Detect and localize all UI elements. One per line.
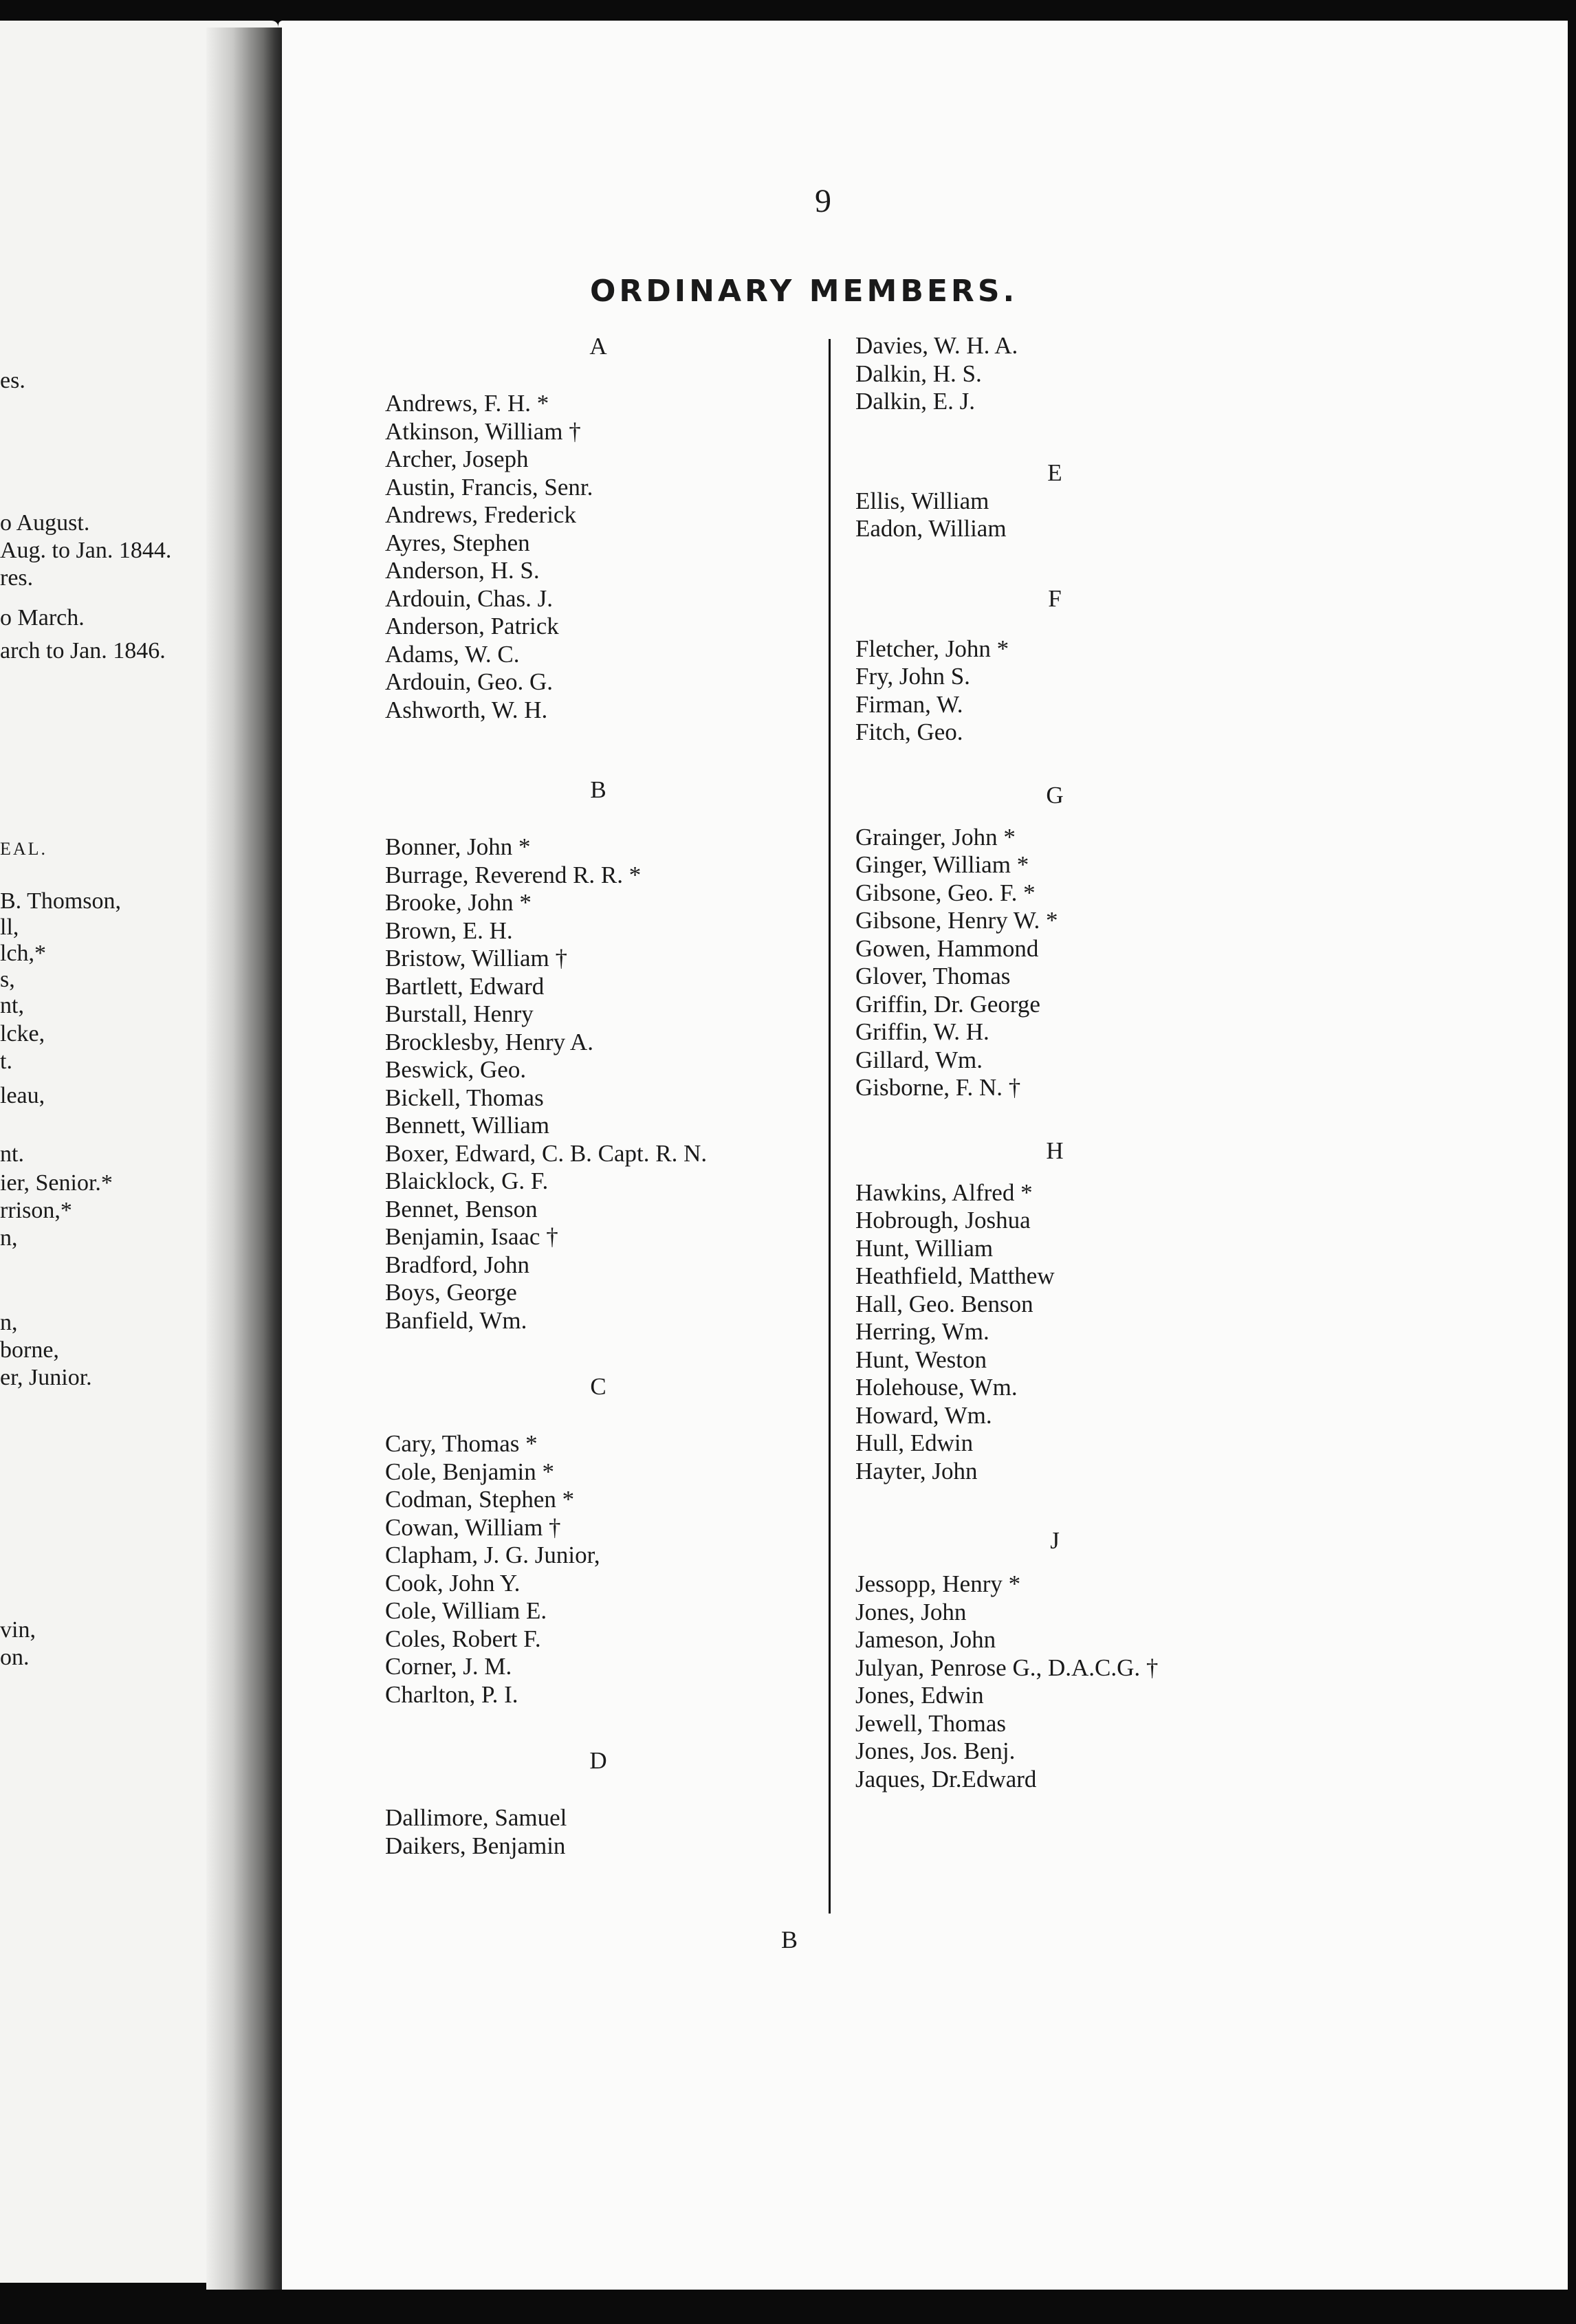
member-entry: Holehouse, Wm.: [855, 1374, 1018, 1401]
signature-mark: B: [781, 1926, 798, 1953]
member-entry: Banfield, Wm.: [385, 1306, 527, 1334]
fragment: lcke,: [0, 1021, 45, 1046]
members-column-right: [855, 332, 1268, 1793]
section-letter: J: [1050, 1527, 1060, 1554]
member-entry: Benjamin, Isaac †: [385, 1223, 558, 1250]
member-entry: Hunt, Weston: [855, 1346, 987, 1373]
fragment: ll,: [0, 914, 19, 940]
member-entry: Ginger, William *: [855, 851, 1029, 878]
member-entry: Griffin, Dr. George: [855, 990, 1040, 1018]
member-list: [385, 390, 818, 724]
member-entry: Howard, Wm.: [855, 1401, 992, 1429]
member-entry: Clapham, J. G. Junior,: [385, 1542, 600, 1568]
fragment: n,: [0, 1225, 18, 1251]
member-entry: Gisborne, F. N. †: [855, 1074, 1021, 1101]
member-entry: Bickell, Thomas: [385, 1084, 544, 1111]
section-letter: H: [1046, 1137, 1064, 1164]
member-list: [855, 487, 1268, 543]
fragment: borne,: [0, 1337, 59, 1363]
section-letter: E: [1047, 459, 1062, 486]
member-entry: Jones, Jos. Benj.: [855, 1737, 1016, 1764]
member-entry: Blaicklock, G. F.: [385, 1168, 549, 1194]
member-entry: Burstall, Henry: [385, 1000, 534, 1027]
member-entry: Corner, J. M.: [385, 1653, 512, 1680]
member-entry: Hawkins, Alfred *: [855, 1179, 1033, 1206]
member-entry: Austin, Francis, Senr.: [385, 473, 593, 501]
member-entry: Firman, W.: [855, 690, 963, 718]
members-column-left: [385, 332, 818, 1860]
fragment: t.: [0, 1049, 12, 1074]
fragment: s,: [0, 967, 15, 992]
fragment: res.: [0, 565, 34, 591]
member-list: [855, 635, 1268, 747]
member-entry: Bartlett, Edward: [385, 972, 545, 1000]
fragment: er, Junior.: [0, 1365, 92, 1390]
page-title: ORDINARY MEMBERS.: [590, 274, 1018, 309]
member-entry: Beswick, Geo.: [385, 1056, 527, 1083]
member-list: [855, 332, 1268, 416]
member-entry: Hull, Edwin: [855, 1429, 974, 1456]
column-divider: [829, 339, 831, 1914]
member-entry: Charlton, P. I.: [385, 1680, 518, 1708]
fragment: rrison,*: [0, 1198, 72, 1223]
fragment: EAL.: [0, 839, 48, 859]
member-entry: Hobrough, Joshua: [855, 1207, 1031, 1234]
member-entry: Eadon, William: [855, 515, 1007, 542]
member-list: [855, 1179, 1268, 1486]
member-entry: Fitch, Geo.: [855, 719, 963, 745]
member-entry: Gibsone, Geo. F. *: [855, 879, 1036, 906]
member-entry: Fletcher, John *: [855, 635, 1009, 662]
member-list: [855, 1570, 1268, 1793]
member-entry: Ellis, William: [855, 487, 989, 514]
member-entry: Fry, John S.: [855, 663, 970, 690]
member-entry: Ashworth, W. H.: [385, 696, 548, 723]
fragment: ier, Senior.*: [0, 1170, 113, 1196]
section-letter: F: [1048, 584, 1062, 612]
member-entry: Jameson, John: [855, 1626, 996, 1653]
member-entry: Andrews, F. H. *: [385, 390, 549, 417]
member-entry: Brocklesby, Henry A.: [385, 1028, 593, 1055]
fragment: nt.: [0, 1141, 24, 1167]
member-entry: Gillard, Wm.: [855, 1046, 983, 1073]
section-letter: G: [1046, 781, 1064, 809]
member-entry: Hunt, William: [855, 1234, 994, 1262]
fragment: B. Thomson,: [0, 888, 122, 914]
member-entry: Gowen, Hammond: [855, 934, 1039, 962]
fragment: on.: [0, 1645, 30, 1670]
member-entry: Brown, E. H.: [385, 917, 513, 944]
book-gutter: [206, 28, 282, 2290]
member-entry: Ayres, Stephen: [385, 529, 530, 556]
member-entry: Bennet, Benson: [385, 1195, 538, 1223]
member-entry: Jaques, Dr.Edward: [855, 1765, 1037, 1793]
member-entry: Julyan, Penrose G., D.A.C.G. †: [855, 1654, 1159, 1681]
member-entry: Griffin, W. H.: [855, 1018, 989, 1045]
member-entry: Dallimore, Samuel: [385, 1804, 567, 1831]
member-list: [385, 1430, 818, 1709]
section-letter: D: [589, 1747, 607, 1774]
member-entry: Codman, Stephen *: [385, 1486, 575, 1513]
member-entry: Dalkin, H. S.: [855, 360, 982, 387]
member-entry: Hall, Geo. Benson: [855, 1290, 1033, 1317]
section-letter: A: [589, 333, 607, 360]
member-list: [385, 1804, 818, 1860]
member-entry: Dalkin, E. J.: [855, 388, 976, 415]
member-entry: Brooke, John *: [385, 889, 532, 916]
fragment: Aug. to Jan. 1844.: [0, 538, 172, 563]
fragment: o August.: [0, 510, 90, 536]
member-entry: Ardouin, Geo. G.: [385, 668, 553, 695]
member-entry: Cary, Thomas *: [385, 1430, 538, 1457]
fragment: lch,*: [0, 941, 47, 966]
member-entry: Bonner, John *: [385, 833, 531, 860]
member-entry: Adams, W. C.: [385, 640, 520, 668]
member-entry: Jones, John: [855, 1598, 967, 1625]
fragment: leau,: [0, 1083, 45, 1108]
member-entry: Bristow, William †: [385, 945, 567, 972]
member-entry: Atkinson, William †: [385, 417, 581, 445]
fragment: o March.: [0, 605, 85, 631]
member-entry: Bennett, William: [385, 1112, 550, 1139]
fragment: es.: [0, 368, 25, 393]
fragment: nt,: [0, 993, 24, 1018]
member-entry: Andrews, Frederick: [385, 501, 576, 528]
member-entry: Davies, W. H. A.: [855, 332, 1018, 359]
member-entry: Jewell, Thomas: [855, 1709, 1007, 1737]
member-entry: Boxer, Edward, C. B. Capt. R. N.: [385, 1139, 708, 1167]
member-list: [855, 824, 1268, 1102]
page-number: 9: [815, 183, 831, 219]
member-entry: Coles, Robert F.: [385, 1625, 541, 1652]
fragment: arch to Jan. 1846.: [0, 638, 166, 664]
member-entry: Gibsone, Henry W. *: [855, 907, 1058, 934]
section-letter: C: [590, 1373, 606, 1400]
member-list: [385, 833, 818, 1335]
fragment: n,: [0, 1310, 18, 1335]
member-entry: Burrage, Reverend R. R. *: [385, 861, 642, 888]
member-entry: Cook, John Y.: [385, 1569, 521, 1597]
member-entry: Ardouin, Chas. J.: [385, 584, 554, 612]
member-entry: Anderson, H. S.: [385, 557, 540, 584]
member-entry: Grainger, John *: [855, 823, 1016, 851]
member-entry: Herring, Wm.: [855, 1318, 989, 1345]
member-entry: Cole, William E.: [385, 1597, 547, 1624]
member-entry: Jessopp, Henry *: [855, 1570, 1021, 1597]
fragment: vin,: [0, 1617, 36, 1643]
member-entry: Archer, Joseph: [385, 446, 529, 472]
member-entry: Hayter, John: [855, 1457, 978, 1484]
member-entry: Glover, Thomas: [855, 963, 1011, 989]
member-entry: Anderson, Patrick: [385, 613, 559, 639]
member-entry: Boys, George: [385, 1279, 517, 1306]
section-letter: B: [590, 776, 606, 803]
member-entry: Cowan, William †: [385, 1513, 561, 1541]
member-entry: Heathfield, Matthew: [855, 1262, 1055, 1289]
member-entry: Bradford, John: [385, 1251, 529, 1278]
member-entry: Cole, Benjamin *: [385, 1458, 554, 1485]
member-entry: Jones, Edwin: [855, 1682, 984, 1709]
member-entry: Daikers, Benjamin: [385, 1832, 566, 1859]
